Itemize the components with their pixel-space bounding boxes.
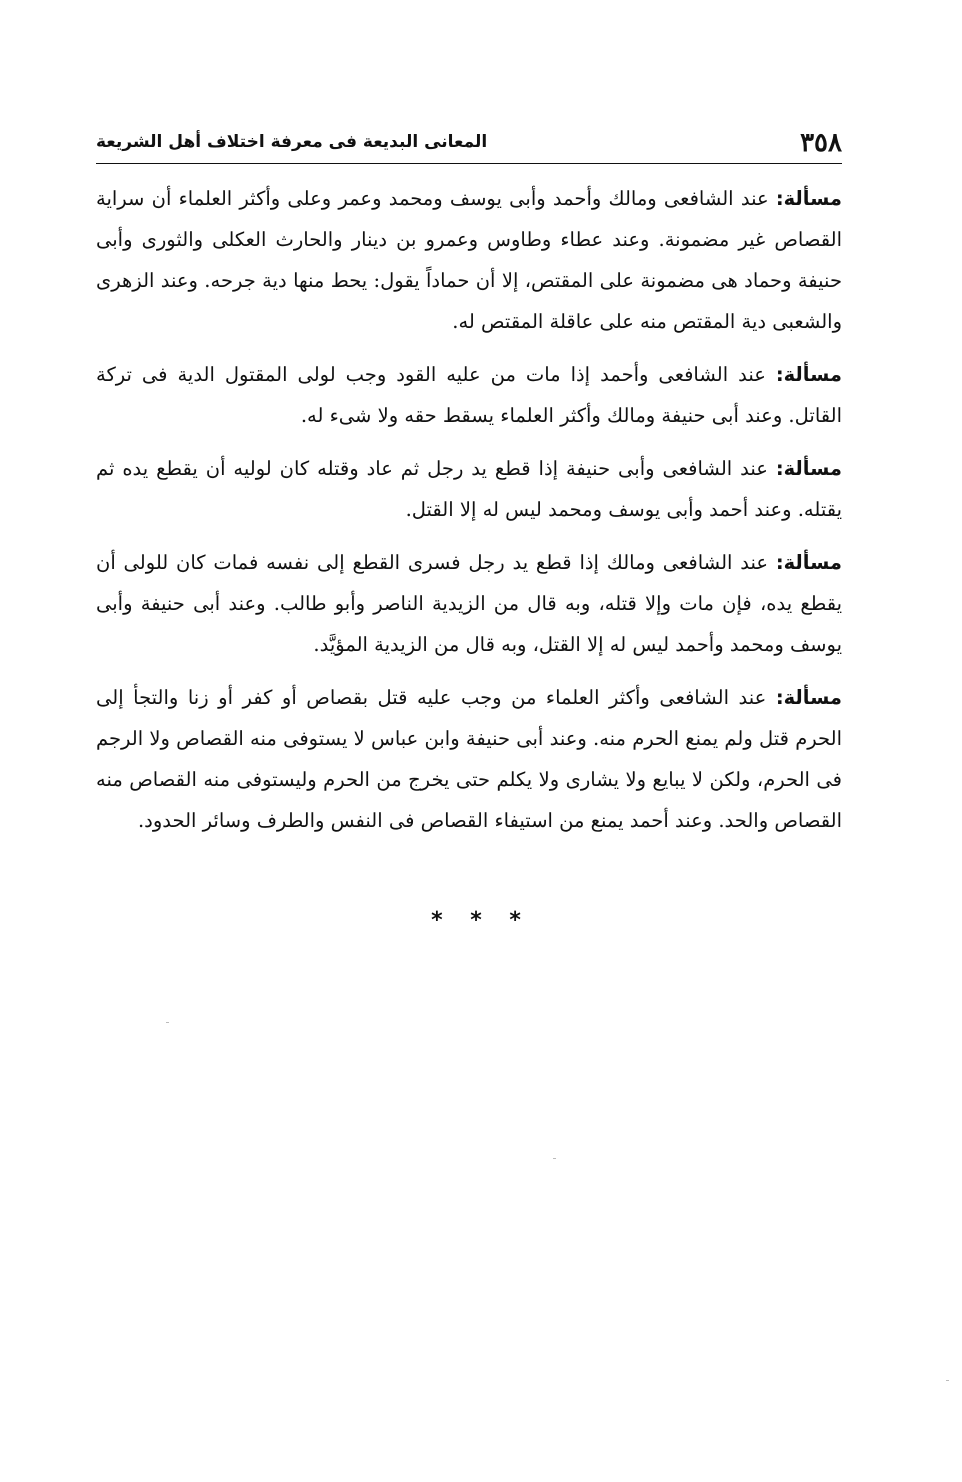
scan-speck [553, 1158, 556, 1159]
running-header [96, 122, 842, 162]
scan-speck [166, 1022, 169, 1023]
issue-text: عند الشافعى وأكثر العلماء من وجب عليه قتل بقصاص أو كفر أو زنا والتجأ إلى الحرم قتل ولم يمنع الحرم منه. وعند أبى حنيفة وابن عباس لا يستوفى منه القصاص ولا الرجم فى الحرم، ولكن لا يبايع ولا يشارى ولا يكلم حتى يخرج من الحرم وليستوفى منه القصاص منه القصاص والحد. وعند أحمد يمنع من استيفاء القصاص فى النفس والطرف وسائر الحدود. [96, 686, 842, 832]
issue-text: عند الشافعى وأحمد إذا مات من عليه القود وجب لولى المقتول الدية فى تركة القاتل. وعند أبى حنيفة ومالك وأكثر العلماء يسقط حقه ولا شىء له. [96, 363, 842, 427]
issue-text: عند الشافعى ومالك وأحمد وأبى يوسف ومحمد وعمر وعلى وأكثر العلماء أن سراية القصاص غير مضمونة. وعند عطاء وطاوس وعمرو بن دينار والحارث العكلى والثورى وأبى حنيفة وحماد هى مضمونة على المقتص، إلا أن حماداً يقول: يحط منها دية جرحه. وعند الزهرى والشعبى دية المقتص منه على عاقلة المقتص له. [96, 187, 842, 333]
book-title: المعانى البديعة فى معرفة اختلاف أهل الشريعة [96, 132, 488, 152]
issue-label: مسألة: [775, 187, 842, 210]
issue-label: مسألة: [775, 363, 842, 386]
issue-text: عند الشافعى وأبى حنيفة إذا قطع يد رجل ثم عاد وقتله كان لوليه أن يقطع يده ثم يقتله. وعند أحمد وأبى يوسف ومحمد ليس له إلا القتل. [96, 457, 842, 521]
scan-speck [946, 1380, 949, 1381]
section-separator: * * * [431, 908, 531, 933]
issue-paragraph [96, 178, 842, 342]
issue-paragraph [96, 448, 842, 530]
issue-label: مسألة: [775, 551, 842, 574]
issue-paragraph [96, 542, 842, 665]
issue-label: مسألة: [775, 686, 842, 709]
issue-label: مسألة: [775, 457, 842, 480]
issue-text: عند الشافعى ومالك إذا قطع يد رجل فسرى القطع إلى نفسه فمات كان للولى أن يقطع يده، فإن مات وإلا قتله، وبه قال من الزيدية الناصر وأبو طالب. وعند أبى حنيفة وأبى يوسف ومحمد وأحمد ليس له إلا القتل، وبه قال من الزيدية المؤيَّد. [96, 551, 842, 656]
issue-paragraph [96, 354, 842, 436]
issue-paragraph [96, 677, 842, 841]
header-rule [96, 163, 842, 164]
page-number: ٣٥٨ [800, 128, 842, 158]
main-text [96, 178, 842, 853]
